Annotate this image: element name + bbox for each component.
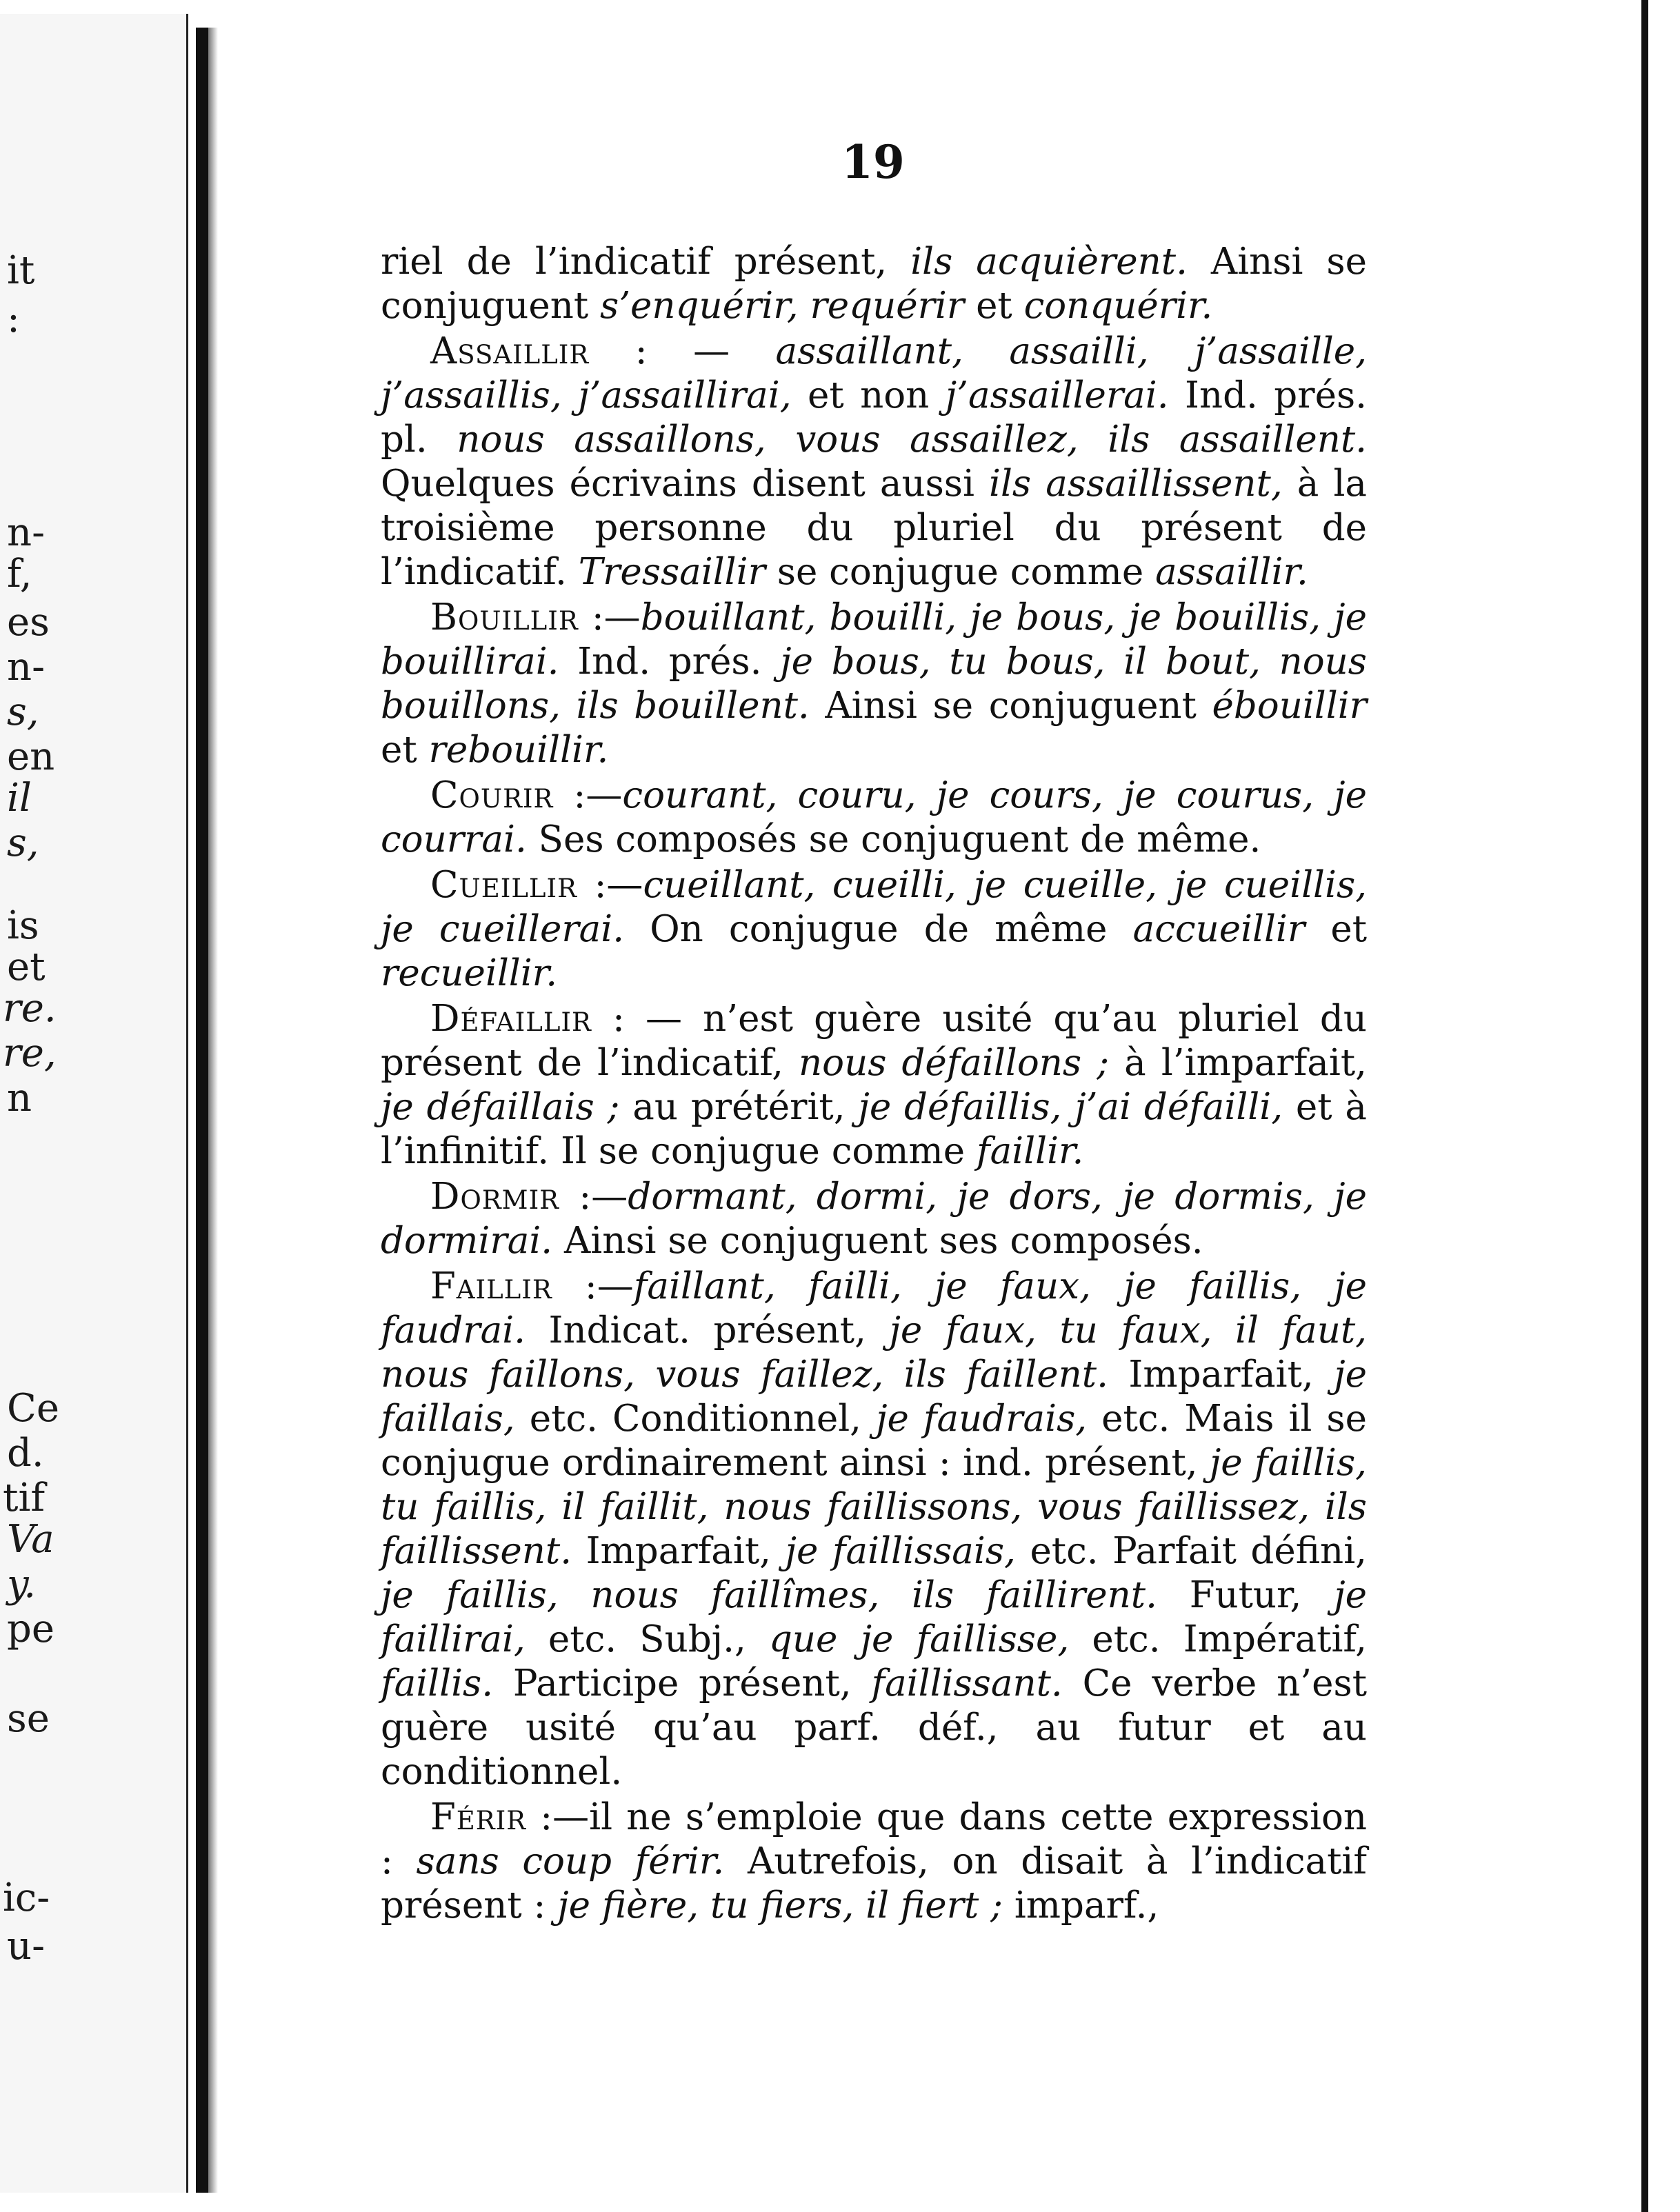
text-run: :— <box>559 1176 628 1218</box>
verb-heading: Défaillir <box>430 998 592 1040</box>
left-page-text-fragment: et <box>7 945 46 989</box>
left-page-text-fragment: ic- <box>3 1876 50 1920</box>
left-page-text-fragment: n- <box>7 645 45 690</box>
left-page-text-fragment: y. <box>7 1562 36 1607</box>
text-run: et <box>1305 908 1368 950</box>
left-page-text-fragment: : <box>7 296 20 341</box>
gutter-shadow <box>208 28 218 2193</box>
left-page-text-fragment: en <box>7 734 55 779</box>
text-run: : — <box>589 330 776 372</box>
italic-run: assaillir. <box>1155 551 1308 593</box>
italic-run: accueillir <box>1132 908 1306 950</box>
page-edge <box>1641 0 1648 2212</box>
italic-run: ébouillir <box>1212 685 1367 727</box>
italic-run: faillis. <box>381 1662 494 1705</box>
paragraph <box>381 1796 1367 1928</box>
text-run: : — n’est guère usité qu’au pluriel du présent de l’indicatif, <box>381 998 1367 1084</box>
left-page-text-fragment: s, <box>7 690 39 734</box>
left-page-text-fragment: Va <box>7 1517 54 1562</box>
italic-run: je faillissais, <box>785 1530 1016 1572</box>
scan-margin <box>1648 0 1680 2212</box>
text-run: Imparfait, <box>572 1530 786 1572</box>
text-run: :— <box>553 774 623 816</box>
left-page-text-fragment: es <box>7 600 50 645</box>
text-run: se conjugue comme <box>765 551 1156 593</box>
italic-run: je faillais, <box>381 1354 1367 1440</box>
italic-run: faillant, failli, je faux, je faillis, je faudrai. <box>381 1265 1367 1351</box>
paragraph <box>381 330 1367 594</box>
paragraph <box>381 240 1367 328</box>
italic-run: dormant, dormi, je dors, je dormis, je dormirai. <box>381 1176 1367 1262</box>
left-page-text-fragment: n- <box>7 510 45 555</box>
italic-run: s’enquérir, requérir <box>600 285 965 327</box>
left-page-text-fragment: Ce <box>7 1386 59 1431</box>
text-run: riel de l’indicatif présent, <box>381 241 911 283</box>
text-run: Ind. prés. <box>559 641 781 683</box>
left-page-text-fragment: u- <box>7 1924 45 1969</box>
text-run: et non <box>791 374 946 416</box>
italic-run: bouillant, bouilli, je bous, je bouillis, je bouillirai. <box>381 596 1367 683</box>
paragraph <box>381 1265 1367 1794</box>
italic-run: cueillant, cueilli, je cueille, je cueillis, je cueillerai. <box>381 864 1367 950</box>
text-run: etc. Conditionnel, <box>514 1398 877 1440</box>
italic-run: assaillant, assailli, j’assaille, j’assaillis, j’assaillirai, <box>381 330 1367 416</box>
text-run: On conjugue de même <box>624 908 1133 950</box>
text-run: etc. Parfait défini, <box>1015 1530 1367 1572</box>
italic-run: je fière, tu fiers, il fiert ; <box>557 1884 1003 1927</box>
verb-heading: Courir <box>430 774 554 816</box>
paragraph <box>381 997 1367 1174</box>
italic-run: nous assaillons, vous assaillez, ils assaillent. <box>457 419 1367 461</box>
left-page-text-fragment: s, <box>7 821 39 865</box>
text-run: Participe présent, <box>493 1662 872 1705</box>
paragraph <box>381 1175 1367 1263</box>
text-run: Ainsi se conjuguent ses composés. <box>552 1220 1203 1262</box>
text-run: Indicat. présent, <box>526 1309 890 1351</box>
text-run: à l’imparfait, <box>1109 1042 1368 1084</box>
italic-run: je faillirai, <box>381 1574 1367 1660</box>
text-run: Ce verbe n’est guère usité qu’au parf. déf., au futur et au conditionnel. <box>381 1662 1367 1793</box>
italic-run: faillissant. <box>871 1662 1063 1705</box>
italic-run: j’assaillerai. <box>945 374 1169 416</box>
text-run: etc. Mais il se conjugue ordinairement ainsi : ind. présent, <box>381 1398 1367 1484</box>
left-page-text-fragment: tif <box>3 1476 46 1520</box>
left-page-text-fragment: il <box>7 776 32 821</box>
italic-run: faillir. <box>977 1130 1084 1172</box>
text-run: Autrefois, on disait à l’indicatif présent : <box>381 1840 1368 1927</box>
left-page-text-fragment: re. <box>3 986 57 1031</box>
verb-heading: Dormir <box>430 1176 560 1218</box>
italic-run: je faillis, nous faillîmes, ils faillirent. <box>381 1574 1157 1616</box>
page-number: 19 <box>841 135 905 189</box>
left-page-fragment <box>0 14 188 2193</box>
italic-run: je défaillis, j’ai défailli, <box>858 1086 1283 1128</box>
text-run: à la troisième personne du pluriel du présent de l’indicatif. <box>381 463 1368 593</box>
text-run: Ses composés se conjuguent de même. <box>526 818 1261 861</box>
text-run: etc. Subj., <box>525 1618 769 1660</box>
text-run: et à l’infinitif. Il se conjugue comme <box>381 1086 1367 1172</box>
left-page-text-fragment: f, <box>7 552 32 596</box>
left-page-text-fragment: is <box>7 903 39 948</box>
verb-heading: Bouillir <box>430 596 579 639</box>
text-run: Ainsi se conjuguent <box>381 241 1367 327</box>
left-page-text-fragment: d. <box>7 1431 44 1476</box>
verb-heading: Cueillir <box>430 864 577 906</box>
italic-run: que je faillisse, <box>768 1618 1070 1660</box>
verb-heading: Férir <box>430 1796 527 1838</box>
italic-run: sans coup férir. <box>416 1840 725 1882</box>
paragraph <box>381 774 1367 862</box>
left-page-text-fragment: it <box>7 248 35 293</box>
italic-run: nous défaillons ; <box>799 1042 1110 1084</box>
text-run: etc. Impératif, <box>1069 1618 1367 1660</box>
verb-heading: Faillir <box>430 1265 552 1307</box>
italic-run: courant, couru, je cours, je courus, je courrai. <box>381 774 1367 861</box>
text-run: Ind. prés. pl. <box>381 374 1367 461</box>
text-run: au prétérit, <box>619 1086 859 1128</box>
italic-run: je faudrais, <box>876 1398 1088 1440</box>
italic-run: je bous, tu bous, il bout, nous bouillons, ils bouillent. <box>381 641 1367 727</box>
left-page-text-fragment: se <box>7 1696 50 1741</box>
paragraph <box>381 863 1367 996</box>
text-run: et <box>381 729 429 771</box>
italic-run: Tressaillir <box>578 551 766 593</box>
left-page-text-fragment: re, <box>3 1031 57 1076</box>
italic-run: recueillir. <box>381 952 558 994</box>
text-run: et <box>964 285 1024 327</box>
italic-run: je faillis, tu faillis, il faillit, nous faillissons, vous faillissez, ils faillissent. <box>381 1442 1367 1572</box>
italic-run: conquérir. <box>1023 285 1213 327</box>
italic-run: je faux, tu faux, il faut, nous faillons, vous faillez, ils faillent. <box>381 1309 1367 1396</box>
left-page-text-fragment: pe <box>7 1607 54 1651</box>
text-run: :— <box>578 596 641 639</box>
left-page-text-fragment: n <box>7 1076 32 1120</box>
italic-run: rebouillir. <box>428 729 609 771</box>
text-run: :—il ne s’emploie que dans cette expression : <box>381 1796 1367 1882</box>
text-run: imparf., <box>1002 1884 1159 1927</box>
italic-run: je défaillais ; <box>381 1086 620 1128</box>
text-run: Futur, <box>1157 1574 1334 1616</box>
italic-run: ils assaillissent, <box>989 463 1283 505</box>
text-run: Ainsi se conjuguent <box>809 685 1212 727</box>
paragraph <box>381 596 1367 772</box>
verb-heading: Assaillir <box>430 330 590 372</box>
italic-run: ils acquièrent. <box>910 241 1188 283</box>
text-run: :— <box>552 1265 634 1307</box>
text-run: Imparfait, <box>1108 1354 1334 1396</box>
book-gutter <box>196 28 208 2193</box>
body-text <box>381 240 1367 1929</box>
text-run: :— <box>577 864 643 906</box>
text-run: Quelques écrivains disent aussi <box>381 463 990 505</box>
